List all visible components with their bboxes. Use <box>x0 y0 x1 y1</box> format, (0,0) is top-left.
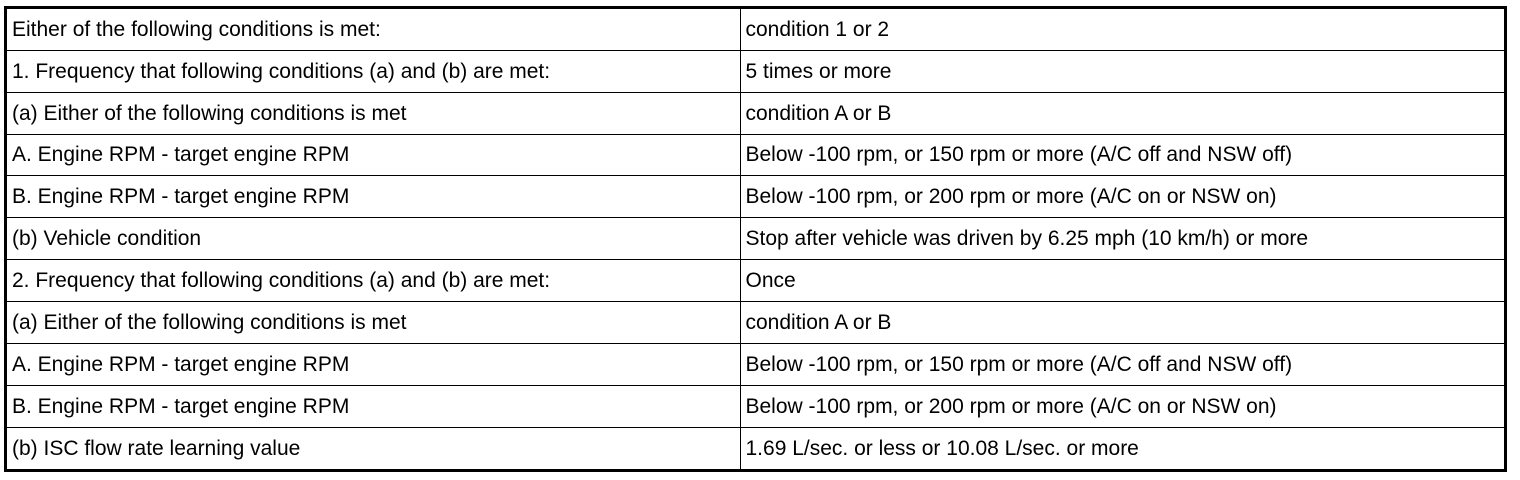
condition-value-cell: Stop after vehicle was driven by 6.25 mph (10 km/h) or more <box>740 218 1504 260</box>
condition-item-cell: B. Engine RPM - target engine RPM <box>7 176 740 218</box>
conditions-table-frame <box>4 6 1507 472</box>
condition-value-cell: condition A or B <box>740 92 1504 134</box>
table-row <box>7 50 1504 92</box>
condition-item-cell: (b) Vehicle condition <box>7 218 740 260</box>
condition-item-cell: (a) Either of the following conditions is met <box>7 302 740 344</box>
condition-value-cell: condition 1 or 2 <box>740 9 1504 50</box>
condition-value-cell: Once <box>740 260 1504 302</box>
condition-value-cell: Below -100 rpm, or 150 rpm or more (A/C off and NSW off) <box>740 344 1504 386</box>
conditions-table <box>7 9 1504 469</box>
condition-item-cell: A. Engine RPM - target engine RPM <box>7 134 740 176</box>
condition-value-cell: Below -100 rpm, or 200 rpm or more (A/C on or NSW on) <box>740 176 1504 218</box>
condition-item-cell: (a) Either of the following conditions is met <box>7 92 740 134</box>
table-row <box>7 176 1504 218</box>
condition-value-cell: Below -100 rpm, or 150 rpm or more (A/C off and NSW off) <box>740 134 1504 176</box>
table-row <box>7 9 1504 50</box>
table-row <box>7 344 1504 386</box>
table-row <box>7 134 1504 176</box>
condition-value-cell: Below -100 rpm, or 200 rpm or more (A/C on or NSW on) <box>740 386 1504 428</box>
condition-item-cell: 2. Frequency that following conditions (a) and (b) are met: <box>7 260 740 302</box>
table-row <box>7 386 1504 428</box>
table-row <box>7 218 1504 260</box>
condition-value-cell: condition A or B <box>740 302 1504 344</box>
table-row <box>7 302 1504 344</box>
table-row <box>7 428 1504 469</box>
condition-item-cell: 1. Frequency that following conditions (a) and (b) are met: <box>7 50 740 92</box>
condition-item-cell: B. Engine RPM - target engine RPM <box>7 386 740 428</box>
condition-item-cell: Either of the following conditions is met: <box>7 9 740 50</box>
condition-value-cell: 5 times or more <box>740 50 1504 92</box>
condition-item-cell: A. Engine RPM - target engine RPM <box>7 344 740 386</box>
condition-value-cell: 1.69 L/sec. or less or 10.08 L/sec. or more <box>740 428 1504 469</box>
table-row <box>7 92 1504 134</box>
table-row <box>7 260 1504 302</box>
condition-item-cell: (b) ISC flow rate learning value <box>7 428 740 469</box>
